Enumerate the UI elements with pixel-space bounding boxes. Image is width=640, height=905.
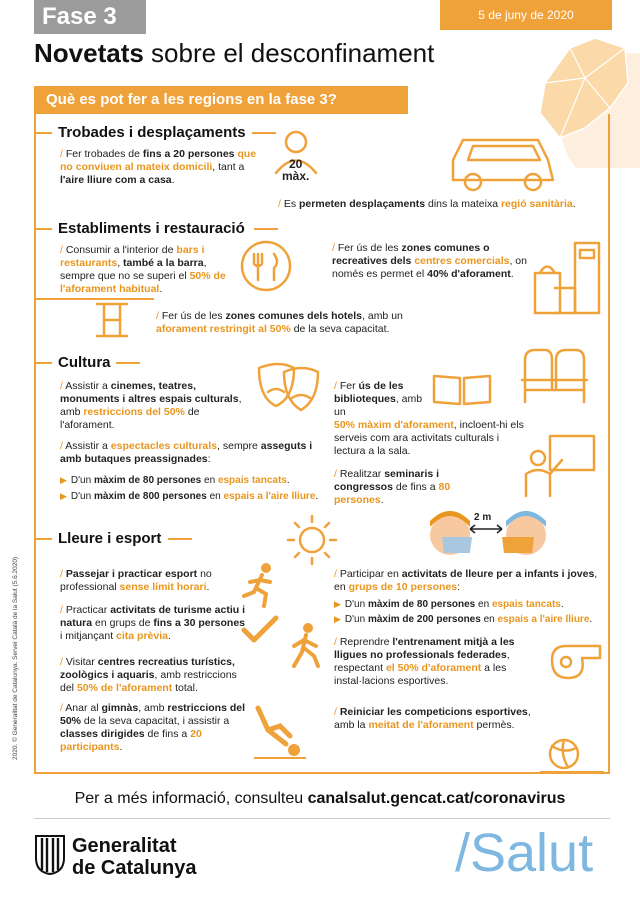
section-title-trobades: Trobades i desplaçaments (52, 124, 252, 141)
theatre-masks-icon (254, 358, 324, 418)
sun-icon (284, 512, 340, 568)
cultura-bullet-1: ▶ D'un màxim de 80 persones en espais tancats. (60, 475, 290, 486)
lleure-text-5: / Participar en activitats de lleure per a infants i joves, en grups de 10 persones: (334, 568, 598, 593)
lleure-text-7: / Reiniciar les competicions esportives, amb la meitat de l'aforament permès. (334, 706, 531, 731)
checkmark-icon (240, 614, 280, 644)
cultura-text-2: / Assistir a espectacles culturals, sempre asseguts i amb butaques preassignades: (60, 440, 313, 465)
cultura-text-3: / Fer ús de les biblioteques, amb un (334, 380, 423, 418)
max-20-label: 20 màx. (282, 157, 310, 183)
establiments-text-3: / Fer ús de les zones comunes dels hotels, amb un aforament restringit al 50% de la seva capacitat. (156, 310, 403, 335)
cultura-text-1: / Assistir a cinemes, teatres, monuments i altres espais culturals, amb restriccions del 50% de l'aforament. (60, 380, 242, 431)
cultura-text-3b: 50% màxim d'aforament, incloent-hi els serveis com ara activitats culturals i lectura a la sala. (334, 419, 524, 457)
salut-logo: /Salut (455, 823, 594, 883)
trobades-text-1: / Fer trobades de fins a 20 persones que no conviuen al mateix domicili, tant a l'aire lliure com a casa. (60, 148, 257, 186)
cultura-text-4: / Realitzar seminaris i congressos de fins a 80 persones. (334, 468, 451, 506)
whistle-icon (546, 640, 606, 684)
date-badge: 5 de juny de 2020 (440, 0, 612, 30)
lleure-bullet-2: ▶ D'un màxim de 200 persones en espais a l'aire lliure. (334, 614, 593, 625)
volleyball-icon (540, 734, 604, 774)
lleure-bullet-1: ▶ D'un màxim de 80 persones en espais tancats. (334, 599, 564, 610)
cinema-seats-icon (520, 340, 590, 410)
lleure-text-2: / Practicar activitats de turisme actiu i natura en grups de fins a 30 persones i mitjançant cita prèvia. (60, 604, 246, 642)
section-title-cultura: Cultura (52, 354, 117, 371)
book-icon (430, 370, 494, 410)
page-title: Novetats sobre el desconfinament (34, 38, 435, 68)
gym-exercise-icon (250, 700, 310, 764)
shopping-icon (530, 238, 610, 318)
info-link[interactable]: canalsalut.gencat.cat/coronavirus (307, 790, 566, 807)
establiments-text-2: / Fer ús de les zones comunes o recreatives dels centres comercials, on només es permet el 40% d'aforament. (332, 242, 527, 280)
masked-person-right-icon (496, 505, 556, 565)
generalitat-name: Generalitat de Catalunya (72, 835, 197, 879)
section-title-establiments: Establiments i restauració (52, 220, 251, 237)
lleure-text-1: / Passejar i practicar esport no professional sense límit horari. (60, 568, 212, 593)
cultura-bullet-2: ▶ D'un màxim de 800 persones en espais a l'aire lliure. (60, 491, 319, 502)
copyright-text: 2020. © Generalitat de Catalunya. Servei Català de la Salut (5.6.2020) (12, 556, 19, 760)
car-icon (448, 130, 558, 200)
distance-label: 2 m (474, 512, 492, 523)
restaurant-icon (236, 236, 296, 296)
lleure-text-6: / Reprendre l'entrenament mitjà a les lligues no professionals federades, respectant el 50% d'aforament a les instal·lacions esportives. (334, 636, 515, 687)
lleure-text-3: / Visitar centres recreatius turístics, zoològics i aquaris, amb restriccions del 50% de l'aforament total. (60, 656, 237, 694)
masked-person-left-icon (420, 505, 480, 565)
lleure-text-4: / Anar al gimnàs, amb restriccions del 50% de la seva capacitat, i assistir a classes dirigides de fins a 20 participants. (60, 702, 246, 753)
running-person-icon (234, 560, 284, 610)
phase-label: Fase 3 (34, 0, 146, 34)
section-title-lleure: Lleure i esport (52, 530, 167, 547)
more-info-text: Per a més informació, consulteu canalsalut.gencat.cat/coronavirus (74, 790, 566, 807)
generalitat-logo-icon (34, 834, 66, 876)
seminar-presenter-icon (520, 430, 600, 500)
section-banner: Què es pot fer a les regions en la fase 3? (34, 86, 408, 114)
footer-divider (34, 818, 610, 819)
hiking-person-icon (284, 620, 334, 670)
trobades-text-2: / Es permeten desplaçaments dins la mateixa regió sanitària. (278, 198, 576, 210)
establiments-text-1: / Consumir a l'interior de bars i restaurants, també a la barra, sempre que no se superi el 50% de l'aforament habitual. (60, 244, 226, 295)
hotel-icon (92, 300, 132, 340)
